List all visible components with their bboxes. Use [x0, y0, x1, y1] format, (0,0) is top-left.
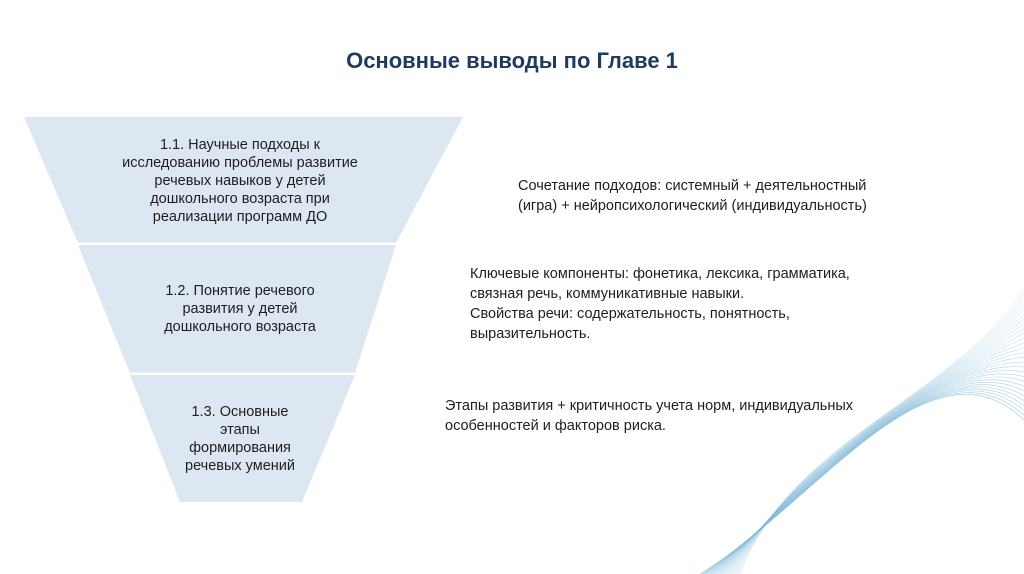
wave-line: [728, 329, 1024, 574]
wave-line: [724, 343, 1024, 574]
description-1: Сочетание подходов: системный + деятельностный (игра) + нейропсихологический (индивидуальность): [518, 178, 867, 214]
funnel-label-2: 1.2. Понятие речевого развития у детей дошкольного возраста: [164, 283, 316, 335]
wave-line: [722, 348, 1024, 574]
wave-line: [730, 324, 1024, 574]
wave-line: [734, 309, 1024, 574]
wave-line: [731, 319, 1024, 574]
wave-line: [721, 353, 1024, 574]
description-3: Этапы развития + критичность учета норм, индивидуальных особенностей и факторов риска.: [445, 398, 854, 434]
wave-line: [727, 333, 1024, 574]
wave-line: [725, 338, 1024, 574]
funnel-label-3: 1.3. Основные этапы формирования речевых умений: [185, 404, 295, 474]
funnel-label-1: 1.1. Научные подходы к исследованию проблемы развитие речевых навыков у детей дошкольного возраста при реализации программ ДО: [122, 137, 358, 225]
description-2: Ключевые компоненты: фонетика, лексика, грамматика, связная речь, коммуникативные навыки. Свойства речи: содержательность, понятность, выразительность.: [470, 266, 850, 342]
slide-title: Основные выводы по Главе 1: [346, 48, 678, 73]
wave-line: [733, 314, 1024, 574]
wave-line: [719, 357, 1024, 574]
wave-line: [736, 304, 1024, 574]
wave-line: [718, 362, 1024, 574]
